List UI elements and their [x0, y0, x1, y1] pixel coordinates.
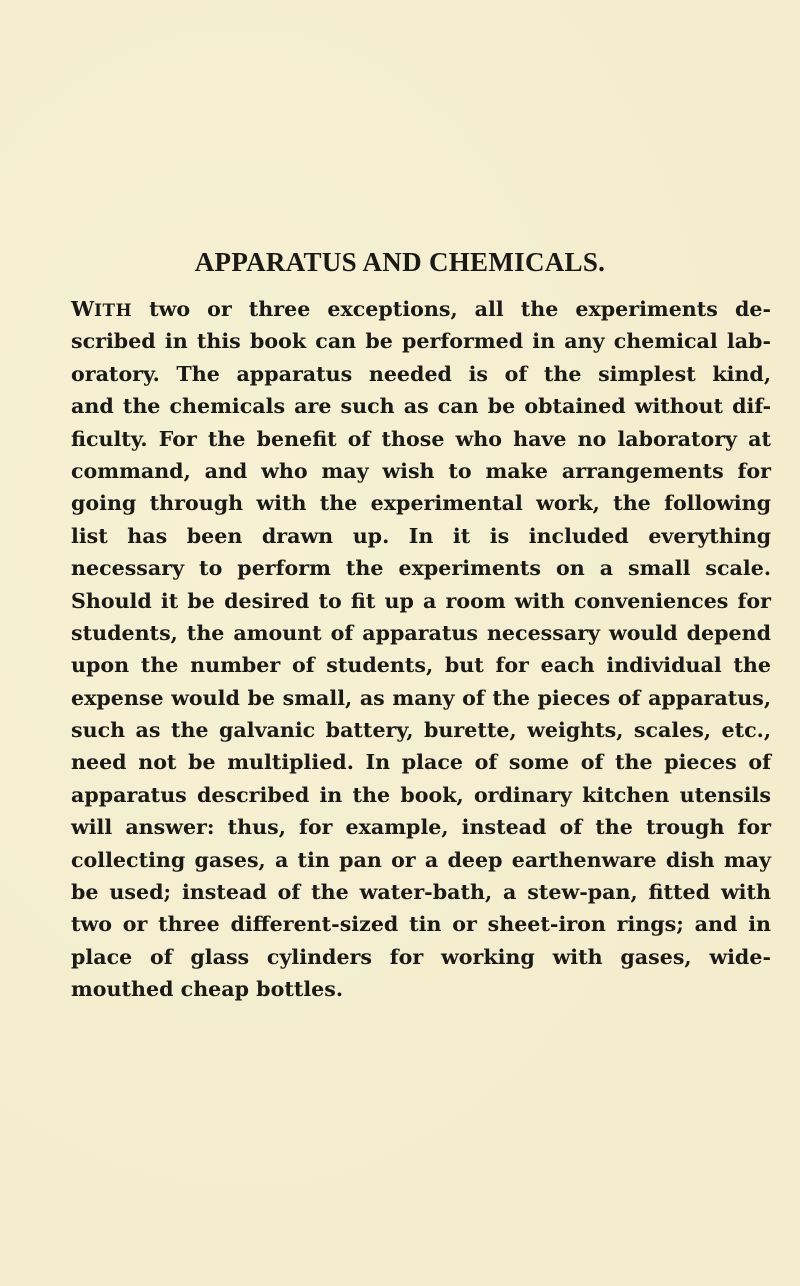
text-line: upon the number of students, but for each individual the — [71, 653, 771, 678]
text-line: going through with the experimental work, the following — [71, 491, 771, 516]
text-line: expense would be small, as many of the pieces of apparatus, — [71, 685, 771, 710]
text-line: collecting gases, a tin pan or a deep earthenware dish may — [71, 847, 771, 872]
text-line: place of glass cylinders for working with gases, wide- — [71, 944, 771, 969]
text-line-content: two or three exceptions, all the experiments de- — [132, 297, 771, 321]
text-line: and the chemicals are such as can be obtained without dif- — [71, 394, 771, 419]
text-line: scribed in this book can be performed in any chemical lab- — [71, 329, 771, 354]
text-line — [71, 293, 771, 325]
text-line: need not be multiplied. In place of some of the pieces of — [71, 750, 771, 775]
opening-word-initial: W — [71, 297, 95, 321]
page-title: APPARATUS AND CHEMICALS. — [194, 247, 606, 277]
text-line: will answer: thus, for example, instead of the trough for — [71, 815, 771, 840]
text-line: oratory. The apparatus needed is of the simplest kind, — [71, 361, 771, 386]
text-line: such as the galvanic battery, burette, weights, scales, etc., — [71, 718, 771, 743]
text-line: list has been drawn up. In it is included everything — [71, 523, 771, 548]
text-line: be used; instead of the water-bath, a stew-pan, fitted with — [71, 880, 771, 905]
opening-word-rest: ITH — [94, 300, 133, 320]
text-line: two or three different-sized tin or sheet-iron rings; and in — [71, 912, 771, 937]
text-line: necessary to perform the experiments on a small scale. — [71, 556, 771, 581]
text-line-last: mouthed cheap bottles. — [71, 977, 344, 1002]
text-line: apparatus described in the book, ordinary kitchen utensils — [71, 782, 771, 807]
text-line: students, the amount of apparatus necessary would depend — [71, 620, 771, 645]
text-line: Should it be desired to fit up a room with conveniences for — [71, 588, 771, 613]
text-line: ficulty. For the benefit of those who have no laboratory at — [71, 426, 771, 451]
opening-word — [71, 297, 132, 321]
body-paragraph — [71, 293, 771, 1006]
text-line: command, and who may wish to make arrangements for — [71, 458, 771, 483]
